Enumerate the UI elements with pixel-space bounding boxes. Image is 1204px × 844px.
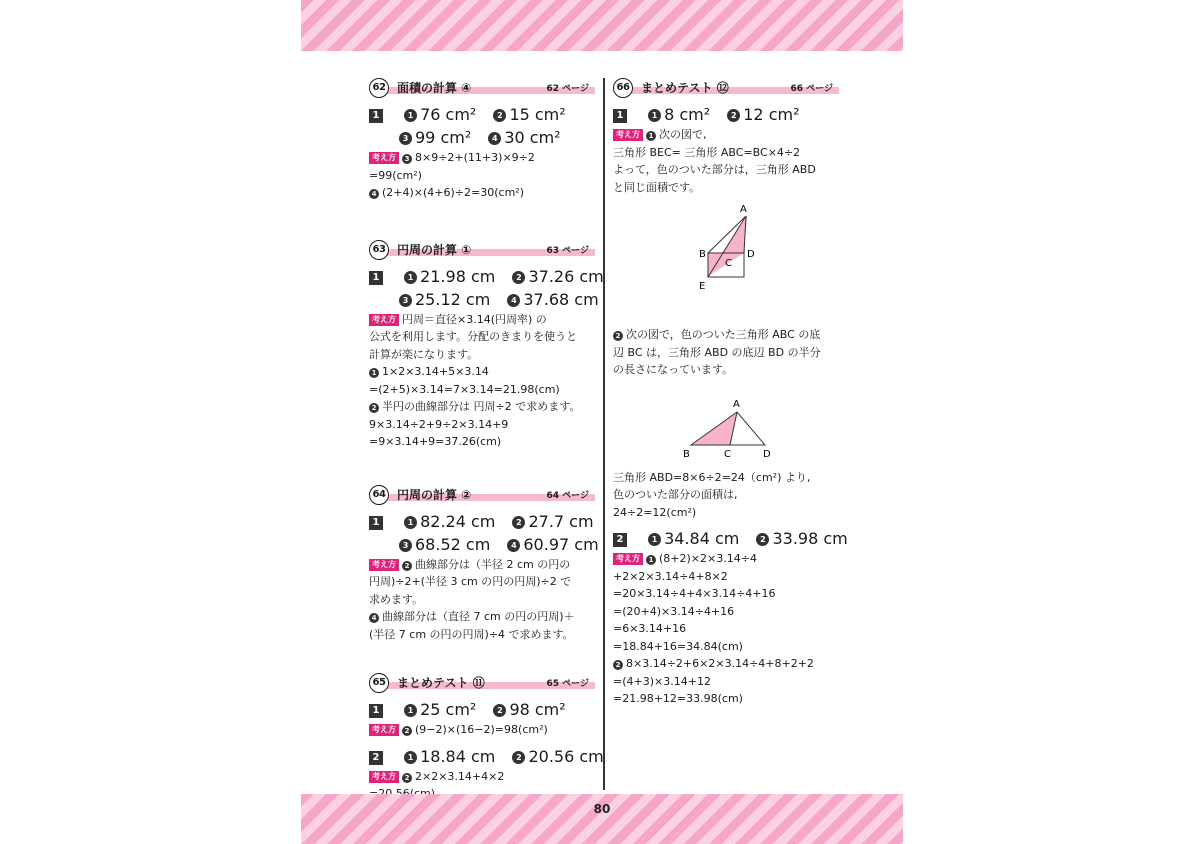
explanation-text: =18.84+16=34.84(cm) bbox=[613, 639, 743, 653]
answer-number: 2 bbox=[512, 751, 525, 764]
answer-number: 4 bbox=[488, 132, 501, 145]
question-label: 1 bbox=[369, 704, 383, 718]
answer-value: 37.68 cm bbox=[523, 289, 599, 309]
section-66 bbox=[613, 78, 848, 708]
explanation bbox=[613, 550, 839, 708]
step-number: 4 bbox=[369, 613, 379, 623]
section-title: 面積の計算 ④ bbox=[397, 81, 472, 95]
step-number: 1 bbox=[369, 368, 379, 378]
section-number: 62 bbox=[369, 78, 389, 98]
explanation bbox=[613, 469, 839, 522]
label-e: E bbox=[699, 281, 706, 292]
answer-number: 1 bbox=[404, 516, 417, 529]
answer-value: 37.26 cm bbox=[528, 266, 604, 286]
explanation-text: 半円の曲線部分は 円周÷2 で求めます。 bbox=[382, 400, 581, 413]
explanation-text: 8×3.14÷2+6×2×3.14÷4+8+2+2 bbox=[626, 657, 814, 670]
answer-row bbox=[369, 698, 595, 721]
explanation-text: 辺 BC は，三角形 ABD の底辺 BD の半分 bbox=[613, 345, 821, 359]
answer-row bbox=[399, 533, 599, 556]
explanation-text: 8×9÷2+(11+3)×9÷2 bbox=[415, 151, 535, 164]
section-number: 64 bbox=[369, 485, 389, 505]
top-decorative-band bbox=[301, 0, 903, 51]
label-d: D bbox=[747, 249, 755, 260]
explanation bbox=[613, 326, 839, 379]
explanation-text: 曲線部分は（半径 2 cm の円の bbox=[415, 557, 571, 571]
explanation-text: 1×2×3.14+5×3.14 bbox=[382, 365, 489, 378]
kangaekata-badge: 考え方 bbox=[369, 152, 399, 164]
figure-rectangle-triangle bbox=[613, 196, 839, 326]
section-title: 円周の計算 ① bbox=[397, 242, 472, 257]
page-ref: 66 ページ bbox=[790, 84, 833, 94]
explanation-text: +2×2×3.14÷4+8×2 bbox=[613, 569, 728, 583]
explanation-text: 円周＝直径×3.14(円周率) の bbox=[402, 312, 547, 326]
explanation-text: =20×3.14÷4+4×3.14÷4+16 bbox=[613, 587, 776, 600]
explanation bbox=[369, 556, 595, 644]
answer-row bbox=[369, 510, 595, 533]
section-62 bbox=[369, 78, 595, 202]
question-label: 2 bbox=[369, 751, 383, 765]
answer-value: 20.56 cm bbox=[528, 746, 604, 766]
answer-value: 15 cm² bbox=[509, 105, 566, 124]
question-label: 2 bbox=[613, 533, 627, 547]
kangaekata-badge: 考え方 bbox=[369, 314, 399, 326]
section-65 bbox=[369, 673, 604, 803]
explanation-text: =99(cm²) bbox=[369, 168, 422, 182]
answer-number: 1 bbox=[648, 533, 661, 546]
section-title: まとめテスト ⑪ bbox=[397, 676, 485, 690]
answer-number: 1 bbox=[404, 751, 417, 764]
step-number: 1 bbox=[646, 131, 656, 141]
right-column bbox=[613, 78, 848, 708]
kangaekata-badge: 考え方 bbox=[613, 553, 643, 565]
answer-value: 21.98 cm bbox=[420, 266, 496, 286]
answer-value: 68.52 cm bbox=[415, 534, 491, 554]
section-header bbox=[369, 240, 595, 260]
answer-number: 2 bbox=[512, 516, 525, 529]
answer-row bbox=[369, 265, 604, 288]
answer-number: 3 bbox=[399, 294, 412, 307]
answer-value: 12 cm² bbox=[743, 105, 800, 124]
explanation bbox=[369, 149, 595, 202]
question-label: 1 bbox=[369, 516, 383, 530]
answer-value: 25.12 cm bbox=[415, 289, 491, 309]
kangaekata-badge: 考え方 bbox=[613, 129, 643, 141]
section-title: 円周の計算 ② bbox=[397, 487, 472, 502]
figure-triangle-abd bbox=[613, 379, 839, 469]
bottom-decorative-band bbox=[301, 794, 903, 844]
explanation-text: =9×3.14+9=37.26(cm) bbox=[369, 435, 502, 448]
explanation-text: 求めます。 bbox=[369, 592, 424, 606]
left-column bbox=[369, 78, 604, 803]
section-header bbox=[613, 78, 839, 98]
answer-value: 60.97 cm bbox=[523, 534, 599, 554]
explanation-text: =6×3.14+16 bbox=[613, 622, 687, 635]
label-a: A bbox=[733, 398, 740, 410]
step-number: 2 bbox=[613, 331, 623, 341]
answer-number: 2 bbox=[756, 533, 769, 546]
answer-value: 82.24 cm bbox=[420, 511, 496, 531]
answer-row bbox=[369, 103, 595, 126]
explanation-text: (9−2)×(16−2)=98(cm²) bbox=[415, 723, 548, 736]
answer-number: 1 bbox=[404, 271, 417, 284]
answer-number: 1 bbox=[404, 704, 417, 717]
explanation-text: =21.98+12=33.98(cm) bbox=[613, 692, 743, 705]
answer-number: 2 bbox=[727, 109, 740, 122]
explanation-text: 2×2×3.14+4×2 bbox=[415, 769, 505, 783]
kangaekata-badge: 考え方 bbox=[369, 771, 399, 783]
answer-number: 4 bbox=[507, 294, 520, 307]
answer-number: 4 bbox=[507, 539, 520, 552]
explanation bbox=[369, 311, 595, 451]
answer-row bbox=[399, 288, 599, 311]
answer-number: 3 bbox=[399, 132, 412, 145]
explanation-text: 色のついた部分の面積は, bbox=[613, 488, 738, 501]
label-d: D bbox=[763, 448, 771, 460]
step-number: 1 bbox=[646, 555, 656, 565]
step-number: 2 bbox=[613, 660, 623, 670]
explanation-text: 次の図で，色のついた三角形 ABC の底 bbox=[626, 328, 821, 341]
page-ref: 62 ページ bbox=[546, 84, 589, 94]
kangaekata-badge: 考え方 bbox=[369, 724, 399, 736]
answer-row bbox=[369, 745, 604, 768]
answer-value: 76 cm² bbox=[420, 105, 477, 124]
answer-value: 30 cm² bbox=[504, 128, 561, 147]
explanation bbox=[613, 126, 839, 196]
step-number: 2 bbox=[402, 773, 412, 783]
section-header bbox=[369, 78, 595, 98]
explanation-text: と同じ面積です。 bbox=[613, 180, 701, 194]
section-number: 66 bbox=[613, 78, 633, 98]
answer-value: 27.7 cm bbox=[528, 511, 594, 531]
explanation-text: 三角形 ABD=8×6÷2=24（cm²) より, bbox=[613, 470, 811, 484]
explanation-text: 公式を利用します。分配のきまりを使うと bbox=[369, 330, 578, 343]
answer-value: 18.84 cm bbox=[420, 746, 496, 766]
label-c: C bbox=[725, 258, 732, 269]
answer-number: 2 bbox=[493, 704, 506, 717]
answer-number: 2 bbox=[493, 109, 506, 122]
answer-number: 1 bbox=[648, 109, 661, 122]
page-ref: 63 ページ bbox=[546, 245, 589, 256]
section-title: まとめテスト ⑫ bbox=[641, 81, 729, 95]
kangaekata-badge: 考え方 bbox=[369, 559, 399, 571]
section-header bbox=[369, 485, 595, 505]
explanation-text: =(4+3)×3.14+12 bbox=[613, 674, 711, 688]
question-label: 1 bbox=[613, 109, 627, 123]
page-ref: 64 ページ bbox=[546, 490, 589, 501]
label-b: B bbox=[699, 249, 706, 260]
explanation-text: 次の図で, bbox=[659, 128, 707, 141]
explanation bbox=[369, 721, 595, 739]
answer-row bbox=[613, 527, 848, 550]
explanation-text: =(20+4)×3.14÷4+16 bbox=[613, 604, 735, 618]
question-label: 1 bbox=[369, 109, 383, 123]
section-number: 63 bbox=[369, 240, 389, 260]
step-number: 2 bbox=[402, 561, 412, 571]
answer-number: 1 bbox=[404, 109, 417, 122]
answer-value: 99 cm² bbox=[415, 128, 472, 147]
explanation-text: (2+4)×(4+6)÷2=30(cm²) bbox=[382, 186, 524, 199]
step-number: 2 bbox=[369, 403, 379, 413]
step-number: 3 bbox=[402, 154, 412, 164]
answer-row bbox=[613, 103, 839, 126]
explanation-text: 三角形 BEC= 三角形 ABC=BC×4÷2 bbox=[613, 145, 801, 159]
answer-value: 25 cm² bbox=[420, 700, 477, 719]
step-number: 2 bbox=[402, 726, 412, 736]
answer-value: 8 cm² bbox=[664, 105, 711, 124]
explanation-text: 9×3.14÷2+9÷2×3.14+9 bbox=[369, 417, 509, 431]
section-header bbox=[369, 673, 595, 693]
page-ref: 65 ページ bbox=[546, 679, 589, 689]
explanation-text: 24÷2=12(cm²) bbox=[613, 505, 697, 519]
label-b: B bbox=[683, 448, 690, 460]
explanation-text: 曲線部分は（直径 7 cm の円の円周)＋ bbox=[382, 610, 575, 623]
section-number: 65 bbox=[369, 673, 389, 693]
step-number: 4 bbox=[369, 189, 379, 199]
geometry-diagram bbox=[613, 196, 839, 326]
answer-value: 98 cm² bbox=[509, 700, 566, 719]
question-label: 1 bbox=[369, 271, 383, 285]
page-number: 80 bbox=[593, 802, 611, 816]
answer-value: 34.84 cm bbox=[664, 529, 740, 548]
explanation-text: (8+2)×2×3.14÷4 bbox=[659, 552, 757, 565]
column-divider bbox=[603, 78, 605, 790]
explanation-text: 円周)÷2+(半径 3 cm の円の円周)÷2 で bbox=[369, 575, 572, 588]
triangle-diagram bbox=[613, 379, 839, 469]
label-a: A bbox=[740, 204, 747, 215]
section-63 bbox=[369, 240, 604, 451]
explanation-text: よって，色のついた部分は，三角形 ABD bbox=[613, 163, 816, 176]
explanation-text: の長さになっています。 bbox=[613, 363, 734, 376]
answer-number: 2 bbox=[512, 271, 525, 284]
answer-value: 33.98 cm bbox=[772, 529, 848, 548]
explanation-text: (半径 7 cm の円の円周)÷4 で求めます。 bbox=[369, 627, 574, 641]
explanation-text: =(2+5)×3.14=7×3.14=21.98(cm) bbox=[369, 382, 560, 396]
section-64 bbox=[369, 485, 599, 644]
answer-row bbox=[399, 126, 595, 149]
explanation-text: 計算が楽になります。 bbox=[369, 347, 479, 361]
answer-number: 3 bbox=[399, 539, 412, 552]
label-c: C bbox=[724, 448, 731, 460]
